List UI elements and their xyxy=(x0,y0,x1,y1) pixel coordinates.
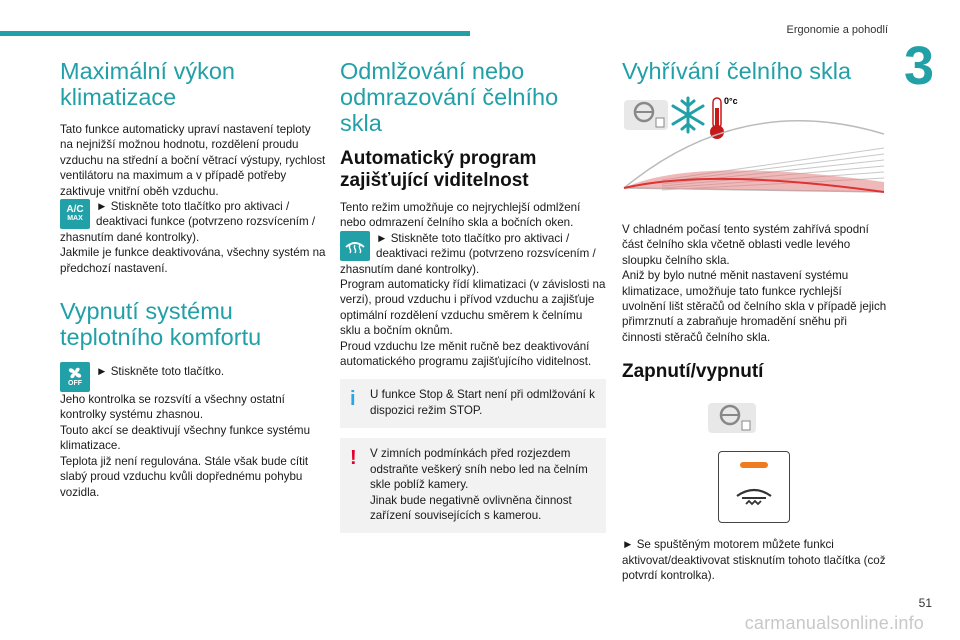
comfort-off-p3: Touto akcí se deaktivují všechny funkce systému klimatizace. xyxy=(60,423,311,453)
header-rule xyxy=(0,31,470,36)
indicator-led xyxy=(740,462,768,468)
demist-p4: Proud vzduchu lze měnit ručně bez deaktivování automatického programu zajišťujícího viditelnost. xyxy=(340,339,592,369)
heading-heated-windscreen: Vyhřívání čelního skla xyxy=(622,58,852,84)
heading-max-ac: Maximální výkon klimatizace xyxy=(60,58,235,110)
heated-windscreen-illustration xyxy=(622,96,884,214)
heading-comfort-off: Vypnutí systému teplotního komfortu xyxy=(60,298,262,351)
comfort-off-step: ► Stiskněte toto tlačítko. xyxy=(96,365,225,379)
heated-windscreen-button[interactable] xyxy=(718,451,790,523)
steering-wheel-small-icon xyxy=(708,399,758,439)
subheading-auto-visibility: Automatický program zajišťující viditelnost xyxy=(340,148,537,191)
windscreen-demist-icon xyxy=(340,231,370,261)
comfort-off-p2: Jeho kontrolka se rozsvítí a všechny ostatní kontrolky systému zhasnou. xyxy=(60,393,285,422)
heated-windscreen-icon xyxy=(734,482,774,508)
subheading-on-off: Zapnutí/vypnutí xyxy=(622,361,764,383)
ac-icon-line2: MAX xyxy=(67,215,83,223)
comfort-off-p4: Teplota již není regulována. Stále však bude cítit slabý proud vzduchu kvůli dopřednému pohybu vozidla. xyxy=(60,454,309,499)
demist-instruction xyxy=(340,231,606,277)
info-note xyxy=(340,379,606,428)
watermark: carmanualsonline.info xyxy=(744,613,924,633)
on-off-step: ► Se spuštěným motorem můžete funkci aktivovat/deaktivovat stisknutím tohoto tlačítka (což potvrdí kontrolka). xyxy=(622,538,886,583)
snowflake-icon xyxy=(673,98,703,132)
heading-demist: Odmlžování nebo odmrazování čelního skla xyxy=(340,58,559,136)
warning-note xyxy=(340,438,606,533)
max-ac-deactivated: Jakmile je funkce deaktivována, všechny systém na předchozí nastavení. xyxy=(60,246,326,275)
demist-intro: Tento režim umožňuje co nejrychlejší odmlžení nebo odmrazení čelního skla a bočních oken. xyxy=(340,201,581,230)
info-icon: i xyxy=(350,388,356,411)
max-ac-intro: Tato funkce automaticky upraví nastavení teploty na nejnižší možnou hodnotu, rozdělení proudu vzduchu na střední a boční větrací výstupy, rychlost ventilátoru na maximum a v případě potřeby zaktivuje vnitřní oběh vzduchu. xyxy=(60,123,326,198)
chapter-number: 3 xyxy=(904,36,935,96)
demist-step: ► Stiskněte toto tlačítko pro aktivaci / deaktivaci režimu (potvrzeno rozsvícením / zhasnutím dané kontrolky). xyxy=(340,231,596,276)
info-note-text: U funkce Stop & Start není při odmlžování k dispozici režim STOP. xyxy=(370,388,595,417)
warning-icon: ! xyxy=(350,447,357,470)
page-number: 51 xyxy=(918,596,932,610)
demist-p3: Program automaticky řídí klimatizaci (v závislosti na verzi), proud vzduchu i přívod vzduchu a zajišťuje optimální rozdělení vzduchu směrem k čelnímu sklu a bočním oknům. xyxy=(340,278,606,338)
off-label: OFF xyxy=(68,380,82,388)
comfort-off-instruction xyxy=(60,362,326,392)
column-2 xyxy=(340,52,606,533)
warning-note-text-2: Jinak bude negativně ovlivněna činnost zařízení souvisejících s kamerou. xyxy=(370,493,572,522)
fan-icon xyxy=(65,366,85,380)
comfort-off-icon xyxy=(60,362,90,392)
temperature-label: 0°c xyxy=(724,96,738,106)
warning-note-text-1: V zimních podmínkách před rozjezdem odstraňte veškerý sníh nebo led na čelním skle poblíž kamery. xyxy=(370,447,588,492)
column-1 xyxy=(60,52,326,500)
heated-windscreen-p1: V chladném počasí tento systém zahřívá spodní část čelního skla včetně oblasti vedle levého sloupku čelního skla. xyxy=(622,223,869,267)
windscreen-illustration xyxy=(622,96,884,214)
steering-wheel-icon xyxy=(624,100,668,130)
ac-icon-line1: A/C xyxy=(66,204,84,216)
ac-max-icon xyxy=(60,199,90,229)
max-ac-instruction xyxy=(60,199,326,245)
running-header: Ergonomie a pohodlí xyxy=(786,24,888,36)
max-ac-step: ► Stiskněte toto tlačítko pro aktivaci / deaktivaci funkce (potvrzeno rozsvícením / zhasnutím dané kontrolky). xyxy=(60,200,316,244)
heated-windscreen-p2: Aniž by bylo nutné měnit nastavení systému klimatizace, umožňuje tato funkce rychlejší uvolnění lišt stěračů od čelního skla v případě jejich přimrznutí a zabraňuje hromadění sněhu při činnosti stěračů čelního skla. xyxy=(622,269,887,344)
column-3 xyxy=(622,52,888,583)
